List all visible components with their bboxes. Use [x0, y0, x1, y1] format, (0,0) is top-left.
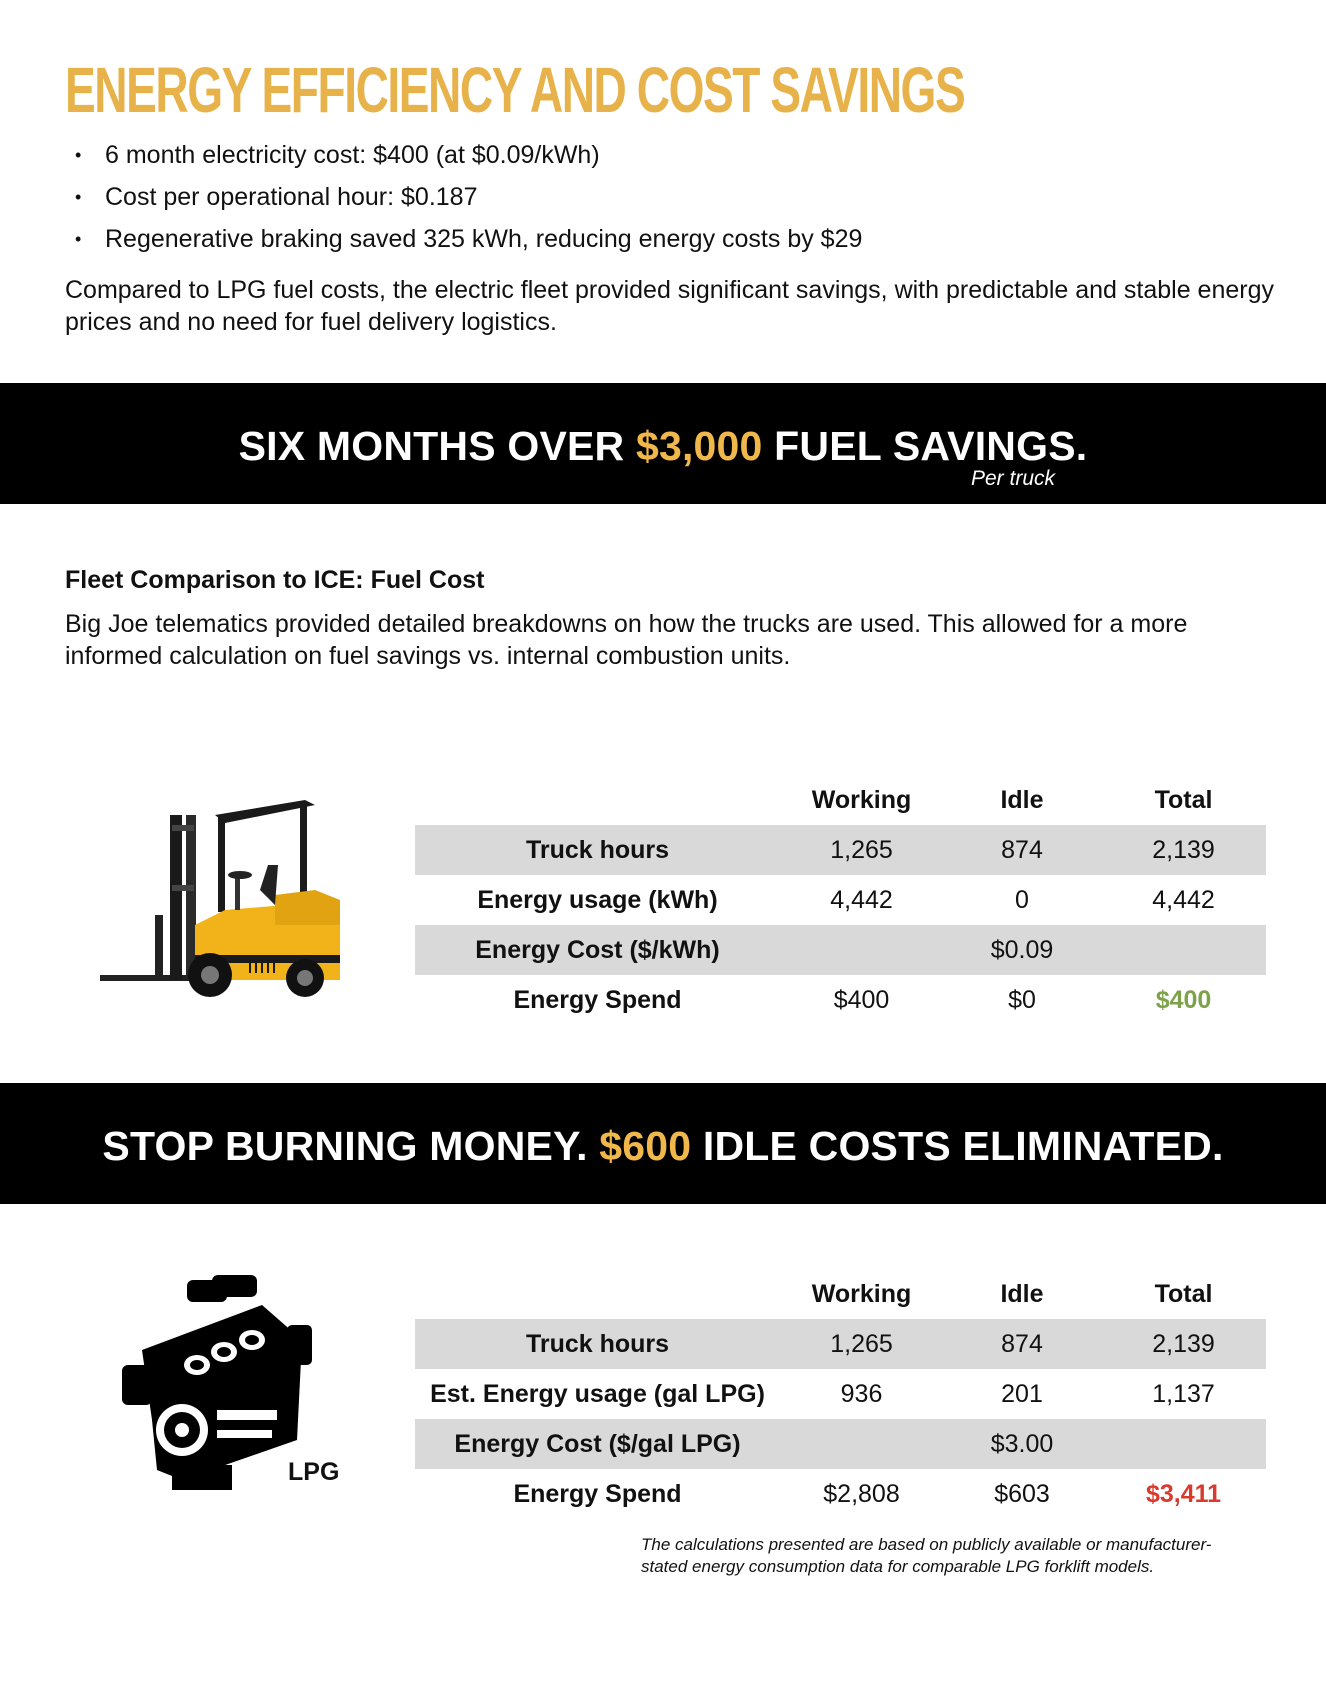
cell-working: [780, 925, 943, 975]
headline-pre: SIX MONTHS OVER: [238, 423, 636, 469]
cell-working: 1,265: [780, 825, 943, 875]
cell-idle: $0.09: [943, 925, 1101, 975]
table-row: [415, 875, 1266, 925]
cell-total: [1101, 1419, 1266, 1469]
headline-post: FUEL SAVINGS.: [762, 423, 1088, 469]
headline-highlight: $600: [599, 1123, 692, 1169]
idle-cost-banner: [0, 1083, 1326, 1204]
header-working: Working: [811, 1279, 912, 1308]
headline-highlight: $3,000: [635, 423, 763, 469]
fleet-paragraph: Big Joe telematics provided detailed breakdowns on how the trucks are used. This allowed for a more informed calculation on fuel savings vs. internal combustion units.: [65, 610, 1188, 670]
cell-idle: $603: [994, 1479, 1050, 1508]
list-item: • 6 month electricity cost: $400 (at $0.09/kWh): [75, 134, 862, 176]
electric-cost-table: [415, 775, 1266, 1025]
cell-total: 2,139: [1101, 825, 1266, 875]
banner-headline: [0, 423, 1326, 470]
cell-idle: $0: [1008, 985, 1036, 1014]
header-blank: [415, 775, 780, 825]
bullet-text: 6 month electricity cost: $400 (at $0.09/kWh): [105, 141, 600, 169]
list-item: • Regenerative braking saved 325 kWh, reducing energy costs by $29: [75, 218, 862, 260]
row-label: Energy Spend: [513, 1479, 682, 1508]
cell-working: $2,808: [823, 1479, 900, 1508]
section-heading: Fleet Comparison to ICE: Fuel Cost: [65, 566, 485, 594]
header-idle: Idle: [1000, 1279, 1044, 1308]
lpg-cost-table: [415, 1269, 1266, 1519]
cell-total: 4,442: [1152, 885, 1215, 914]
cell-idle: 201: [1001, 1379, 1043, 1408]
table-row: [415, 1419, 1266, 1469]
bullet-text: Cost per operational hour: $0.187: [105, 183, 478, 211]
footnote: The calculations presented are based on publicly available or manufacturer-stated energy consumption data for comparable LPG forklift models.: [641, 1535, 1212, 1576]
table-row: [415, 925, 1266, 975]
cell-total: [1101, 925, 1266, 975]
cell-idle: $3.00: [943, 1419, 1101, 1469]
row-label: Truck hours: [415, 825, 780, 875]
cell-idle: 0: [1015, 885, 1029, 914]
header-total: Total: [1154, 785, 1213, 814]
cell-working: [780, 1419, 943, 1469]
cell-idle: 874: [943, 1319, 1101, 1369]
table-row: [415, 825, 1266, 875]
cell-total-cost: $3,411: [1145, 1479, 1222, 1508]
cell-idle: 874: [943, 825, 1101, 875]
lpg-label: LPG: [288, 1458, 340, 1486]
cell-total: 1,137: [1152, 1379, 1215, 1408]
table-row: [415, 1469, 1266, 1519]
table-row: [415, 1369, 1266, 1419]
table-header-row: [415, 775, 1266, 825]
row-label: Energy Cost ($/gal LPG): [415, 1419, 780, 1469]
header-idle: Idle: [1000, 785, 1044, 814]
row-label: Energy Cost ($/kWh): [415, 925, 780, 975]
header-working: Working: [811, 785, 912, 814]
row-label: Truck hours: [415, 1319, 780, 1369]
banner-note: Per truck: [971, 467, 1056, 490]
table-row: [415, 1319, 1266, 1369]
table-row: [415, 975, 1266, 1025]
header-blank: [415, 1269, 780, 1319]
row-label: Energy Spend: [513, 985, 682, 1014]
cell-total: 2,139: [1101, 1319, 1266, 1369]
header-total: Total: [1154, 1279, 1213, 1308]
cell-working: $400: [833, 985, 890, 1014]
row-label: Est. Energy usage (gal LPG): [430, 1379, 765, 1408]
headline-post: IDLE COSTS ELIMINATED.: [691, 1123, 1224, 1169]
page-title: ENERGY EFFICIENCY AND COST SAVINGS: [65, 54, 965, 126]
headline-pre: STOP BURNING MONEY.: [102, 1123, 600, 1169]
table-header-row: [415, 1269, 1266, 1319]
forklift-image: [100, 795, 370, 1005]
savings-banner: [0, 383, 1326, 504]
bullet-text: Regenerative braking saved 325 kWh, reducing energy costs by $29: [105, 225, 863, 253]
list-item: • Cost per operational hour: $0.187: [75, 176, 862, 218]
row-label: Energy usage (kWh): [477, 885, 718, 914]
intro-paragraph: Compared to LPG fuel costs, the electric fleet provided significant savings, with predictable and stable energy prices and no need for fuel delivery logistics.: [65, 276, 1274, 336]
cell-total-savings: $400: [1155, 985, 1212, 1014]
banner-headline: [0, 1123, 1326, 1170]
cell-working: 4,442: [830, 885, 893, 914]
cell-working: 1,265: [780, 1319, 943, 1369]
bullet-list: [75, 134, 862, 260]
cell-working: 936: [840, 1379, 883, 1408]
